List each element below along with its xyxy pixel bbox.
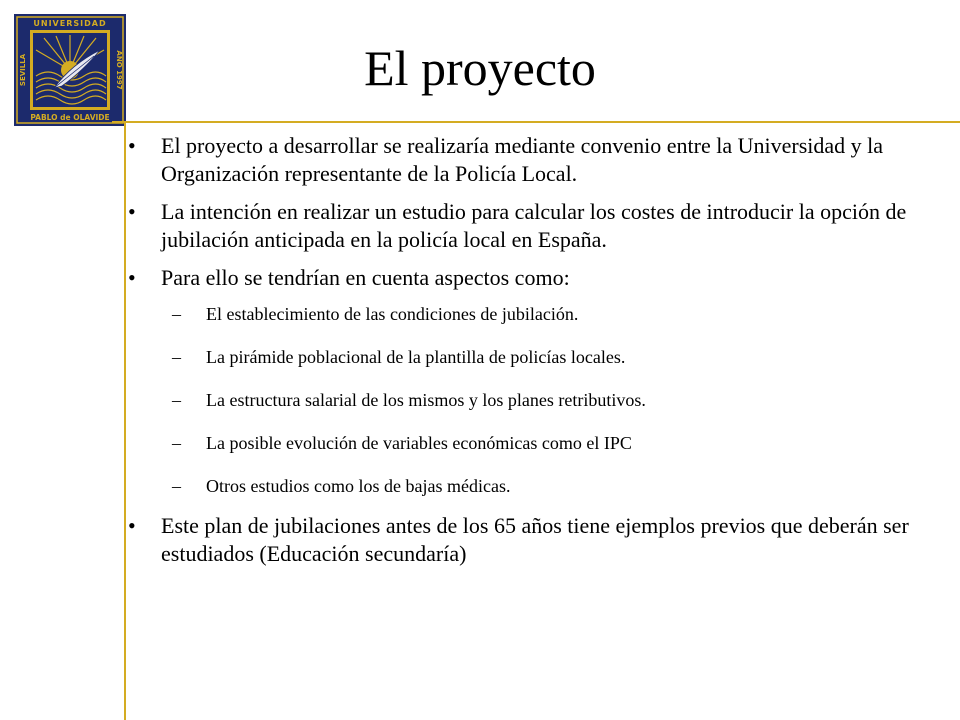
sub-bullet-item — [128, 388, 940, 412]
bullet-text: El proyecto a desarrollar se realizaría mediante convenio entre la Universidad y la Organización representante de la Policía Local. — [161, 133, 884, 186]
bullet-item — [128, 264, 940, 292]
sub-bullet-text: La pirámide poblacional de la plantilla de policías locales. — [206, 347, 626, 367]
logo-left-text: SEVILLA — [19, 53, 27, 87]
bullet-item — [128, 512, 940, 568]
sub-bullet-mark: – — [172, 304, 181, 324]
bullet-mark: • — [128, 265, 136, 290]
title-rule — [112, 121, 960, 123]
sub-bullet-item — [128, 345, 940, 369]
sub-bullet-mark: – — [172, 433, 181, 453]
bullet-mark: • — [128, 513, 136, 538]
sub-bullet-item — [128, 302, 940, 326]
sub-bullet-text: La posible evolución de variables económicas como el IPC — [206, 433, 632, 453]
bullet-text: Para ello se tendrían en cuenta aspectos como: — [161, 265, 570, 290]
sub-bullet-item — [128, 474, 940, 498]
sub-bullet-text: Otros estudios como los de bajas médicas. — [206, 476, 511, 496]
logo-bottom-text: PABLO de OLAVIDE — [30, 113, 110, 122]
sub-bullet-text: La estructura salarial de los mismos y los planes retributivos. — [206, 390, 646, 410]
sub-bullet-mark: – — [172, 476, 181, 496]
bullet-mark: • — [128, 133, 136, 158]
logo-top-text: UNIVERSIDAD — [33, 19, 107, 28]
bullet-item — [128, 198, 940, 254]
bullet-text: Este plan de jubilaciones antes de los 65 años tiene ejemplos previos que deberán ser estudiados (Educación secundaría) — [161, 513, 909, 566]
margin-rule — [124, 121, 126, 720]
bullet-text: La intención en realizar un estudio para calcular los costes de introducir la opción de jubilación anticipada en la policía local en España. — [161, 199, 907, 252]
sub-bullet-item — [128, 431, 940, 455]
bullet-list — [128, 132, 940, 578]
sub-bullet-text: El establecimiento de las condiciones de jubilación. — [206, 304, 579, 324]
sub-bullet-mark: – — [172, 347, 181, 367]
bullet-item — [128, 132, 940, 188]
slide-title: El proyecto — [364, 40, 596, 96]
sub-bullet-mark: – — [172, 390, 181, 410]
logo-right-text: AÑO 1997 — [115, 50, 123, 90]
bullet-mark: • — [128, 199, 136, 224]
